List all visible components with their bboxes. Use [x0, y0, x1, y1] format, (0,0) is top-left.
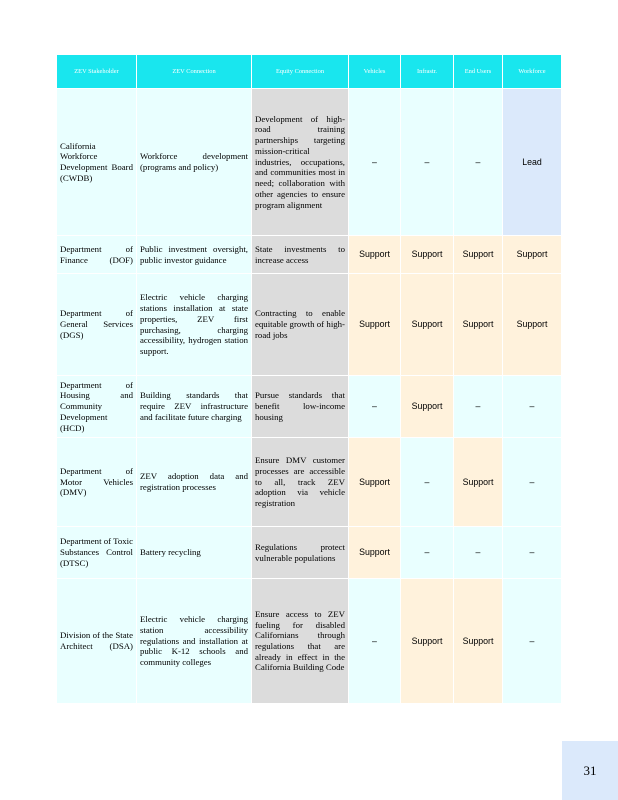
stakeholder-cell: California Workforce Development Board (CWDB): [57, 89, 137, 236]
workforce-cell: Support: [503, 236, 562, 274]
equity-connection-cell: State investments to increase access: [252, 236, 349, 274]
end-users-cell: –: [454, 527, 503, 579]
vehicles-cell: –: [349, 89, 401, 236]
equity-connection-cell: Ensure DMV customer processes are accessible to all, track ZEV adoption via vehicle registration: [252, 438, 349, 527]
stakeholder-cell: Department of Toxic Substances Control (DTSC): [57, 527, 137, 579]
workforce-cell: Lead: [503, 89, 562, 236]
stakeholder-cell: Department of General Services (DGS): [57, 274, 137, 376]
end-users-cell: Support: [454, 438, 503, 527]
stakeholder-cell: Department of Housing and Community Development (HCD): [57, 376, 137, 438]
zev-connection-cell: Battery recycling: [137, 527, 252, 579]
table-row: [57, 579, 562, 704]
table-header-row: [57, 55, 562, 89]
zev-connection-cell: Electric vehicle charging stations installation at state properties, ZEV first purchasing, charging accessibility, hydrogen station support.: [137, 274, 252, 376]
equity-connection-cell: Regulations protect vulnerable populations: [252, 527, 349, 579]
page-number: 31: [562, 741, 618, 800]
end-users-cell: Support: [454, 274, 503, 376]
zev-connection-cell: ZEV adoption data and registration processes: [137, 438, 252, 527]
infrastr-cell: Support: [401, 579, 454, 704]
infrastr-cell: –: [401, 89, 454, 236]
stakeholder-cell: Department of Finance (DOF): [57, 236, 137, 274]
equity-connection-cell: Pursue standards that benefit low-income housing: [252, 376, 349, 438]
infrastr-cell: Support: [401, 236, 454, 274]
equity-connection-cell: Ensure access to ZEV fueling for disabled Californians through regulations that are already in effect in the California Building Code: [252, 579, 349, 704]
end-users-cell: –: [454, 376, 503, 438]
stakeholder-cell: Department of Motor Vehicles (DMV): [57, 438, 137, 527]
zev-connection-cell: Building standards that require ZEV infrastructure and facilitate future charging: [137, 376, 252, 438]
workforce-cell: Support: [503, 274, 562, 376]
zev-connection-cell: Electric vehicle charging station accessibility regulations and installation at public K-12 schools and community colleges: [137, 579, 252, 704]
table-row: [57, 376, 562, 438]
vehicles-cell: –: [349, 376, 401, 438]
vehicles-cell: Support: [349, 236, 401, 274]
vehicles-cell: Support: [349, 527, 401, 579]
stakeholder-cell: Division of the State Architect (DSA): [57, 579, 137, 704]
equity-connection-cell: Development of high-road training partnerships targeting mission-critical industries, occupations, and communities most in need; collaboration with other agencies to ensure program alignment: [252, 89, 349, 236]
header-equity-connection: Equity Connection: [252, 55, 349, 89]
vehicles-cell: –: [349, 579, 401, 704]
end-users-cell: Support: [454, 579, 503, 704]
vehicles-cell: Support: [349, 438, 401, 527]
infrastr-cell: Support: [401, 376, 454, 438]
header-end-users: End Users: [454, 55, 503, 89]
workforce-cell: –: [503, 579, 562, 704]
infrastr-cell: –: [401, 527, 454, 579]
zev-connection-cell: Public investment oversight, public investor guidance: [137, 236, 252, 274]
header-workforce: Workforce: [503, 55, 562, 89]
infrastr-cell: –: [401, 438, 454, 527]
header-vehicles: Vehicles: [349, 55, 401, 89]
infrastr-cell: Support: [401, 274, 454, 376]
header-zev-stakeholder: ZEV Stakeholder: [57, 55, 137, 89]
header-zev-connection: ZEV Connection: [137, 55, 252, 89]
end-users-cell: Support: [454, 236, 503, 274]
table-row: [57, 89, 562, 236]
table-row: [57, 236, 562, 274]
workforce-cell: –: [503, 438, 562, 527]
workforce-cell: –: [503, 376, 562, 438]
vehicles-cell: Support: [349, 274, 401, 376]
table-row: [57, 438, 562, 527]
table-row: [57, 274, 562, 376]
equity-connection-cell: Contracting to enable equitable growth of high-road jobs: [252, 274, 349, 376]
end-users-cell: –: [454, 89, 503, 236]
table-row: [57, 527, 562, 579]
stakeholder-table: [56, 54, 562, 704]
zev-connection-cell: Workforce development (programs and policy): [137, 89, 252, 236]
workforce-cell: –: [503, 527, 562, 579]
header-infrastr: Infrastr.: [401, 55, 454, 89]
